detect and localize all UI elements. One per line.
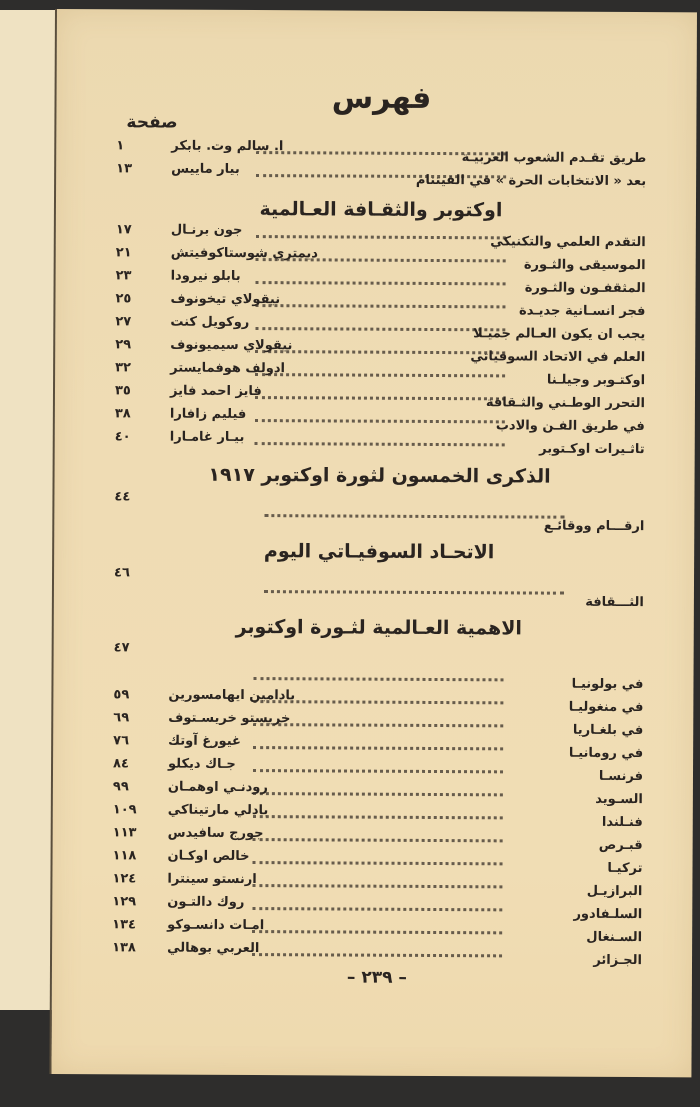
entry-title: في طريق الفـن والادب — [495, 418, 645, 435]
entry-title: في بولونيـا — [571, 676, 644, 693]
entry-title: السـنغال — [586, 929, 643, 946]
leader-dots — [256, 275, 506, 285]
leader-dots — [252, 878, 502, 888]
entry-page: ٧٦ — [113, 733, 130, 749]
toc-entry — [114, 565, 644, 612]
leader-dots — [253, 740, 503, 750]
page-number: – ٢٣٩ – — [346, 967, 407, 988]
entry-author: ا. سالم وت. بابكر — [171, 138, 284, 155]
entry-author: ادولف هوفمايستر — [170, 360, 286, 377]
entry-page: ٢٩ — [115, 337, 132, 353]
leader-dots — [253, 671, 503, 681]
section-entries — [115, 223, 646, 456]
leader-dots — [253, 763, 503, 773]
entry-page: ٢١ — [115, 245, 132, 261]
leader-dots — [256, 252, 506, 262]
entry-author: روكويل كنت — [170, 314, 250, 331]
leader-dots — [253, 694, 503, 704]
entry-title: العلم في الاتحاد السوفياتي — [470, 349, 646, 366]
entry-title: فجر انسـانية جديـدة — [519, 303, 646, 320]
entry-page: ٢٣ — [115, 268, 132, 284]
leader-dots — [255, 321, 505, 331]
entry-page: ٥٩ — [113, 687, 130, 703]
entry-title: البرازيـل — [586, 883, 643, 900]
leader-dots — [255, 436, 505, 446]
entry-author: بادلي مارتيناكي — [167, 802, 269, 819]
leader-dots — [253, 786, 503, 796]
entry-page: ١٣٤ — [112, 917, 137, 933]
entry-author: بابلو نيرودا — [170, 268, 241, 284]
entry-author: فيليم زافارا — [169, 406, 247, 423]
entry-title: في رومانيـا — [568, 745, 644, 762]
entry-author: بادامين ايهامسورين — [168, 687, 296, 704]
leader-dots — [252, 901, 502, 911]
entry-page: ١٣ — [116, 161, 133, 177]
entry-title: تاثـيرات اوكـتوبر — [539, 441, 645, 458]
entry-page: ١ — [116, 138, 125, 154]
section-heading: الذكرى الخمسون لثورة اوكتوبر ١٩١٧ — [208, 463, 551, 488]
entry-page: ٢٥ — [115, 291, 132, 307]
entry-page: ١٢٤ — [112, 871, 137, 887]
entry-page: ١٢٩ — [112, 894, 137, 910]
entry-author: رودنـي اوهمـان — [167, 779, 268, 796]
toc-entry — [114, 641, 644, 668]
leader-dots — [264, 508, 564, 519]
entry-title: التقدم العلمي والتكنيكي — [490, 234, 646, 251]
table-of-contents — [112, 79, 647, 989]
entry-title: السـويد — [595, 791, 643, 808]
entry-title: تركيـا — [607, 860, 643, 877]
entry-page: ٩٩ — [112, 779, 129, 795]
page-column-header: صفحة — [126, 112, 178, 133]
leader-dots — [255, 413, 505, 423]
entry-page: ١١٨ — [112, 848, 137, 864]
entry-title: ارقـــام ووقائـع — [543, 518, 645, 535]
entry-page: ١٣٨ — [112, 940, 136, 956]
section-heading: الاتحـاد السوفيـاتي اليوم — [263, 540, 495, 564]
entry-page: ٣٢ — [115, 360, 132, 376]
leader-dots — [253, 855, 503, 865]
leader-dots — [253, 809, 503, 819]
entry-title: الثـــقافة — [585, 594, 644, 611]
entry-author: جورج سافيدس — [167, 825, 264, 842]
entry-title: يجب ان يكون العـالم جميـلا — [473, 326, 646, 343]
entry-author: امـات دانسـوكو — [167, 917, 265, 934]
entry-page: ١٠٩ — [112, 802, 137, 818]
entry-page: ٨٤ — [113, 756, 129, 772]
toc-entry — [112, 941, 642, 967]
entry-author: بيار ماييس — [171, 161, 240, 177]
toc-entry — [115, 430, 645, 456]
section-entries — [112, 665, 644, 967]
book-page — [49, 9, 697, 1077]
entry-title: الجـزائر — [593, 952, 643, 969]
leader-dots — [255, 390, 505, 400]
entry-page: ١٧ — [115, 222, 132, 238]
entry-title: التحرر الوطـني والثـقافة — [485, 395, 645, 412]
leader-dots — [255, 344, 505, 354]
entry-author: فايز احمد فايز — [169, 383, 262, 400]
entry-page: ٤٤ — [114, 489, 131, 505]
entry-page: ٦٩ — [113, 710, 130, 726]
entry-title: المثقفـون والثـورة — [524, 280, 646, 297]
leader-dots — [252, 947, 502, 957]
entry-author: جون برنـال — [170, 222, 243, 238]
entry-author: ارنستو سينترا — [167, 871, 257, 888]
entry-page: ٤٠ — [114, 429, 131, 445]
section-heading: الاهمية العـالمية لثـورة اوكتوبر — [235, 615, 522, 640]
entry-author: جـاك ديكلو — [168, 756, 236, 772]
page-title: فهرس — [331, 80, 432, 116]
entry-author: بيـار غامـارا — [169, 429, 245, 445]
entry-title: في منغوليـا — [568, 699, 644, 716]
section-heading: اوكتوبر والثقـافة العـالمية — [259, 198, 503, 222]
entry-author: نيقولاي سيميونوف — [170, 337, 293, 354]
entry-page: ٢٧ — [115, 314, 132, 330]
leader-dots — [255, 298, 505, 308]
entry-page: ٣٨ — [114, 406, 131, 422]
entry-title: السلـفادور — [573, 906, 643, 923]
entry-author: روك دالتـون — [167, 894, 245, 911]
entry-author: خريستو خريسـتوف — [168, 710, 291, 727]
entry-page: ٤٦ — [114, 565, 130, 581]
entry-title: الموسيقى والثـورة — [523, 257, 646, 274]
entry-title: في بلغـاريا — [572, 722, 644, 739]
entry-page: ١١٣ — [112, 825, 137, 841]
leader-dots — [255, 367, 505, 377]
leader-dots — [252, 924, 502, 934]
toc-entry — [114, 489, 644, 536]
toc-entry — [116, 162, 646, 188]
entry-title: بعد « الانتخابات الحرة » في الفيتنام — [415, 172, 647, 190]
entry-title: طريق تقـدم الشعوب العربيـة — [461, 150, 647, 167]
entry-page: ٣٥ — [114, 383, 131, 399]
entry-author: العربي بوهالي — [167, 940, 260, 957]
entry-title: فنـلندا — [601, 814, 643, 831]
entry-author: غيورغ آوتك — [168, 733, 241, 749]
entry-title: اوكتـوبر وجيلـنا — [546, 372, 646, 389]
entry-page: ٤٧ — [113, 640, 130, 656]
leader-dots — [253, 832, 503, 842]
entry-author: نيقولاي تيخونوف — [170, 291, 281, 308]
entry-author: ديمتري شوستاكوفيتش — [170, 245, 318, 262]
leader-dots — [253, 717, 503, 727]
leader-dots — [256, 229, 506, 239]
entry-title: فرنسـا — [598, 768, 644, 785]
entry-author: خالص اوكـان — [167, 848, 250, 865]
entry-title: قبـرص — [598, 837, 643, 854]
leader-dots — [264, 584, 564, 595]
